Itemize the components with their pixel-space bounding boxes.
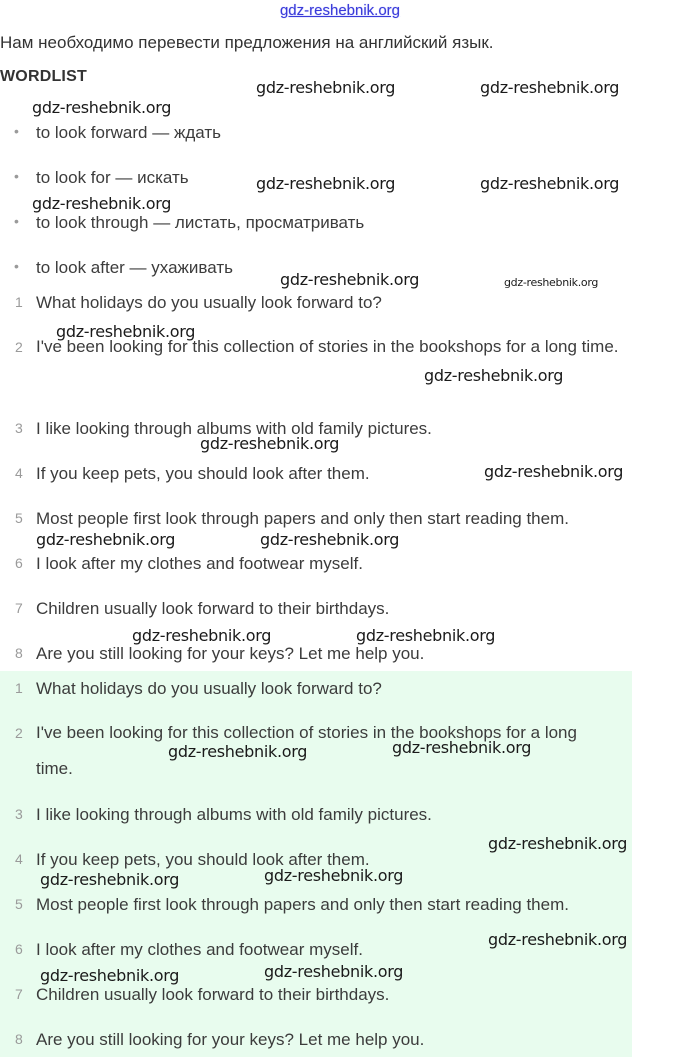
- watermark: gdz-reshebnik.org: [260, 530, 400, 549]
- sentence-text: If you keep pets, you should look after them.: [36, 464, 370, 483]
- answer-text: Most people first look through papers and only then start reading them.: [36, 895, 569, 914]
- bullet-icon: •: [14, 168, 19, 184]
- watermark: gdz-reshebnik.org: [488, 834, 628, 853]
- watermark: gdz-reshebnik.org: [264, 962, 404, 981]
- watermark: gdz-reshebnik.org: [480, 174, 620, 193]
- watermark: gdz-reshebnik.org: [264, 866, 404, 885]
- answer-text: If you keep pets, you should look after them.: [36, 850, 370, 869]
- sentence-number: 7: [15, 600, 23, 616]
- watermark: gdz-reshebnik.org: [40, 966, 180, 985]
- watermark: gdz-reshebnik.org: [488, 930, 628, 949]
- watermark: gdz-reshebnik.org: [480, 78, 620, 97]
- answer-number: 7: [15, 986, 23, 1002]
- answer-number: 8: [15, 1031, 23, 1047]
- wordlist-item-text: to look after — ухаживать: [36, 258, 233, 277]
- answer-number: 3: [15, 806, 23, 822]
- watermark: gdz-reshebnik.org: [484, 462, 624, 481]
- sentence-text: I like looking through albums with old family pictures.: [36, 419, 432, 438]
- sentence-number: 3: [15, 420, 23, 436]
- watermark: gdz-reshebnik.org: [40, 870, 180, 889]
- sentence-number: 1: [15, 294, 23, 310]
- watermark: gdz-reshebnik.org: [36, 530, 176, 549]
- bullet-icon: •: [14, 123, 19, 139]
- watermark: gdz-reshebnik.org: [504, 276, 599, 289]
- sentence-text: What holidays do you usually look forward to?: [36, 293, 382, 312]
- answer-number: 2: [15, 725, 23, 741]
- watermark: gdz-reshebnik.org: [424, 366, 564, 385]
- sentence-text: I look after my clothes and footwear myself.: [36, 554, 363, 573]
- answer-text: I've been looking for this collection of stories in the bookshops for a long time.: [36, 723, 577, 778]
- sentence-number: 5: [15, 510, 23, 526]
- wordlist-item-text: to look through — листать, просматривать: [36, 213, 365, 232]
- site-header-link[interactable]: gdz-reshebnik.org: [279, 2, 401, 19]
- bullet-icon: •: [14, 258, 19, 274]
- answer-number: 6: [15, 941, 23, 957]
- watermark: gdz-reshebnik.org: [32, 98, 172, 117]
- answer-text: Children usually look forward to their birthdays.: [36, 985, 390, 1004]
- sentence-text: I've been looking for this collection of stories in the bookshops for a long time.: [36, 337, 619, 356]
- wordlist-title: WORDLIST: [0, 68, 87, 85]
- sentence-number: 2: [15, 339, 23, 355]
- wordlist-item-text: to look for — искать: [36, 168, 189, 187]
- bullet-icon: •: [14, 213, 19, 229]
- watermark: gdz-reshebnik.org: [132, 626, 272, 645]
- watermark: gdz-reshebnik.org: [56, 322, 196, 341]
- sentence-text: Are you still looking for your keys? Let me help you.: [36, 644, 425, 663]
- intro-text: Нам необходимо перевести предложения на английский язык.: [0, 33, 494, 52]
- watermark: gdz-reshebnik.org: [280, 270, 420, 289]
- watermark: gdz-reshebnik.org: [392, 738, 532, 757]
- sentence-text: Most people first look through papers and only then start reading them.: [36, 509, 569, 528]
- wordlist-item-text: to look forward — ждать: [36, 123, 221, 142]
- watermark: gdz-reshebnik.org: [32, 194, 172, 213]
- sentence-number: 8: [15, 645, 23, 661]
- sentence-text: Children usually look forward to their birthdays.: [36, 599, 390, 618]
- answer-text: I like looking through albums with old family pictures.: [36, 805, 432, 824]
- watermark: gdz-reshebnik.org: [168, 742, 308, 761]
- answer-number: 1: [15, 680, 23, 696]
- watermark: gdz-reshebnik.org: [200, 434, 340, 453]
- answer-number: 4: [15, 851, 23, 867]
- sentence-number: 4: [15, 465, 23, 481]
- answer-text: Are you still looking for your keys? Let me help you.: [36, 1030, 425, 1049]
- watermark: gdz-reshebnik.org: [256, 174, 396, 193]
- watermark: gdz-reshebnik.org: [356, 626, 496, 645]
- answer-text: What holidays do you usually look forward to?: [36, 679, 382, 698]
- watermark: gdz-reshebnik.org: [256, 78, 396, 97]
- sentence-number: 6: [15, 555, 23, 571]
- answer-text: I look after my clothes and footwear myself.: [36, 940, 363, 959]
- answer-number: 5: [15, 896, 23, 912]
